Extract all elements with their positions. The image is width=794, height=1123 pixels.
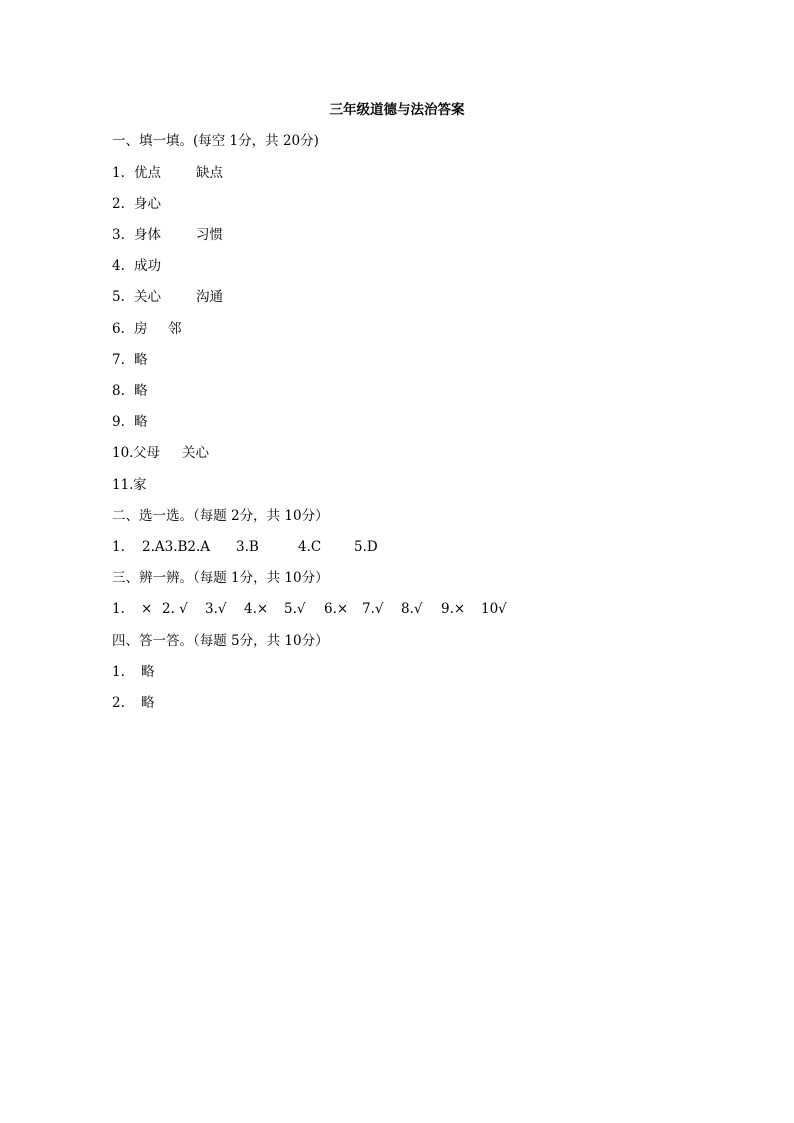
- item-number: 5.: [112, 289, 125, 305]
- item-number: 3.: [112, 227, 125, 243]
- answer-b: 关心: [182, 445, 209, 461]
- item-number: 1.: [112, 165, 125, 181]
- judge-3: 3.√: [205, 601, 227, 617]
- judge-10: 10√: [481, 601, 507, 617]
- item-number: 2.: [112, 695, 125, 711]
- answer-b: 沟通: [196, 289, 223, 305]
- answer-b: 缺点: [196, 165, 223, 181]
- item-number: 10.: [112, 445, 134, 461]
- answer-2: 2.A3.B2.A: [142, 539, 211, 555]
- answer-4: 4.C: [298, 539, 322, 555]
- answer-a: 成功: [134, 258, 161, 274]
- item-number: 6.: [112, 321, 125, 337]
- item-number: 1.: [112, 664, 125, 680]
- answer-a: 房: [134, 321, 148, 337]
- answer-a: 父母: [133, 445, 160, 461]
- section-3-heading: 三、辨一辨。（每题 1分，共 10分）: [112, 570, 329, 586]
- item-number: 4.: [112, 258, 125, 274]
- item-number: 1.: [112, 539, 125, 555]
- judge-1: ×: [141, 601, 153, 617]
- answer-a: 略: [141, 664, 155, 680]
- answer-a: 略: [134, 383, 148, 399]
- answer-a: 优点: [134, 165, 161, 181]
- document-title: 三年级道德与法治答案: [329, 102, 465, 118]
- answer-a: 略: [134, 414, 148, 430]
- judge-7: 7.√: [362, 601, 384, 617]
- item-number: 9.: [112, 414, 125, 430]
- judge-6: 6.×: [324, 601, 349, 617]
- answer-5: 5.D: [354, 539, 378, 555]
- section-1-heading: 一、填一填。(每空 1分，共 20分): [112, 133, 319, 149]
- item-number: 11.: [112, 477, 134, 493]
- item-number: 8.: [112, 383, 125, 399]
- answer-3: 3.B: [236, 539, 259, 555]
- judge-9: 9.×: [441, 601, 466, 617]
- section-4-heading: 四、答一答。（每题 5分，共 10分）: [112, 633, 329, 649]
- judge-4: 4.×: [244, 601, 269, 617]
- answer-a: 略: [141, 695, 155, 711]
- answer-a: 略: [134, 352, 148, 368]
- answer-a: 家: [133, 477, 147, 493]
- judge-2: 2. √: [162, 601, 188, 617]
- answer-a: 身体: [134, 227, 161, 243]
- section-2-heading: 二、选一选。（每题 2分，共 10分）: [112, 508, 329, 524]
- judge-8: 8.√: [401, 601, 423, 617]
- answer-a: 身心: [134, 196, 161, 212]
- item-number: 7.: [112, 352, 125, 368]
- answer-a: 关心: [134, 289, 161, 305]
- judge-5: 5.√: [284, 601, 306, 617]
- item-number: 2.: [112, 196, 125, 212]
- answer-b: 习惯: [196, 227, 223, 243]
- item-number: 1.: [112, 601, 125, 617]
- answer-b: 邻: [168, 321, 182, 337]
